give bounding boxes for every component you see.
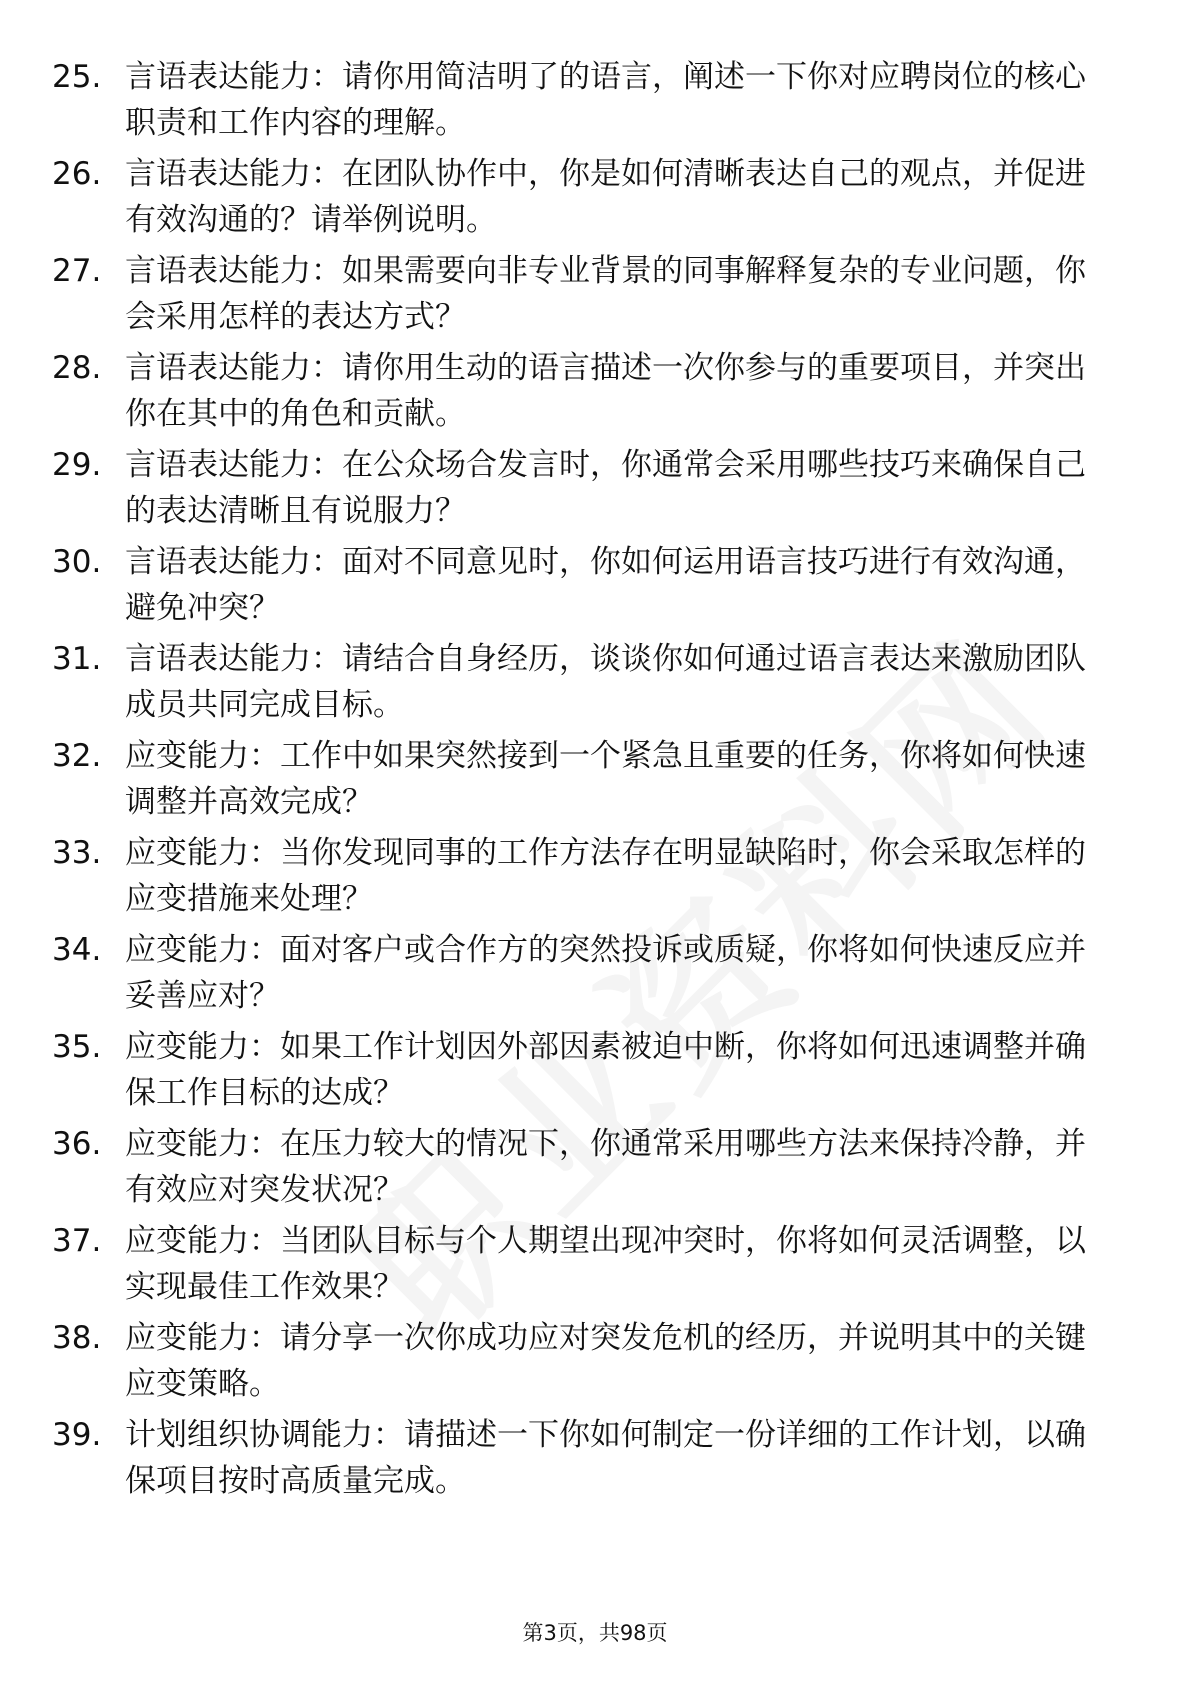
question-item-30 (52, 539, 1112, 636)
question-item-32 (52, 733, 1112, 830)
question-text: 言语表达能力：请你用生动的语言描述一次你参与的重要项目，并突出你在其中的角色和贡献。 (125, 350, 1086, 432)
question-item-27 (52, 248, 1112, 345)
question-number: 31. (52, 641, 102, 677)
question-text: 应变能力：在压力较大的情况下，你通常采用哪些方法来保持冷静，并有效应对突发状况？ (125, 1126, 1086, 1208)
question-item-25 (52, 54, 1112, 151)
question-number: 37. (52, 1223, 102, 1259)
question-number: 29. (52, 447, 102, 483)
question-item-31 (52, 636, 1112, 733)
question-number: 28. (52, 350, 102, 386)
question-number: 39. (52, 1417, 102, 1453)
question-text: 应变能力：工作中如果突然接到一个紧急且重要的任务，你将如何快速调整并高效完成？ (125, 738, 1086, 820)
question-number: 38. (52, 1320, 102, 1356)
question-item-33 (52, 830, 1112, 927)
page-footer: 第3页，共98页 (522, 1621, 668, 1645)
question-item-38 (52, 1315, 1112, 1412)
question-text: 应变能力：当你发现同事的工作方法存在明显缺陷时，你会采取怎样的应变措施来处理？ (125, 835, 1086, 917)
question-number: 27. (52, 253, 102, 289)
question-text: 计划组织协调能力：请描述一下你如何制定一份详细的工作计划，以确保项目按时高质量完成。 (125, 1417, 1086, 1499)
question-text: 应变能力：面对客户或合作方的突然投诉或质疑，你将如何快速反应并妥善应对？ (125, 932, 1086, 1014)
question-text: 言语表达能力：如果需要向非专业背景的同事解释复杂的专业问题，你会采用怎样的表达方式？ (125, 253, 1086, 335)
question-list (52, 54, 1112, 1509)
question-number: 30. (52, 544, 102, 580)
question-item-39 (52, 1412, 1112, 1509)
question-text: 应变能力：请分享一次你成功应对突发危机的经历，并说明其中的关键应变策略。 (125, 1320, 1086, 1402)
question-text: 言语表达能力：请你用简洁明了的语言，阐述一下你对应聘岗位的核心职责和工作内容的理解。 (125, 59, 1086, 141)
question-item-35 (52, 1024, 1112, 1121)
question-text: 应变能力：如果工作计划因外部因素被迫中断，你将如何迅速调整并确保工作目标的达成？ (125, 1029, 1086, 1111)
question-number: 35. (52, 1029, 102, 1065)
question-item-29 (52, 442, 1112, 539)
question-text: 言语表达能力：请结合自身经历，谈谈你如何通过语言表达来激励团队成员共同完成目标。 (125, 641, 1086, 723)
question-item-34 (52, 927, 1112, 1024)
question-number: 26. (52, 156, 102, 192)
question-number: 32. (52, 738, 102, 774)
question-number: 34. (52, 932, 102, 968)
question-text: 言语表达能力：面对不同意见时，你如何运用语言技巧进行有效沟通，避免冲突？ (125, 544, 1086, 626)
question-item-28 (52, 345, 1112, 442)
question-number: 25. (52, 59, 102, 95)
question-number: 33. (52, 835, 102, 871)
question-item-37 (52, 1218, 1112, 1315)
question-item-36 (52, 1121, 1112, 1218)
question-text: 应变能力：当团队目标与个人期望出现冲突时，你将如何灵活调整，以实现最佳工作效果？ (125, 1223, 1086, 1305)
question-text: 言语表达能力：在公众场合发言时，你通常会采用哪些技巧来确保自己的表达清晰且有说服力？ (125, 447, 1086, 529)
question-item-26 (52, 151, 1112, 248)
question-number: 36. (52, 1126, 102, 1162)
question-text: 言语表达能力：在团队协作中，你是如何清晰表达自己的观点，并促进有效沟通的？请举例说明。 (125, 156, 1086, 238)
